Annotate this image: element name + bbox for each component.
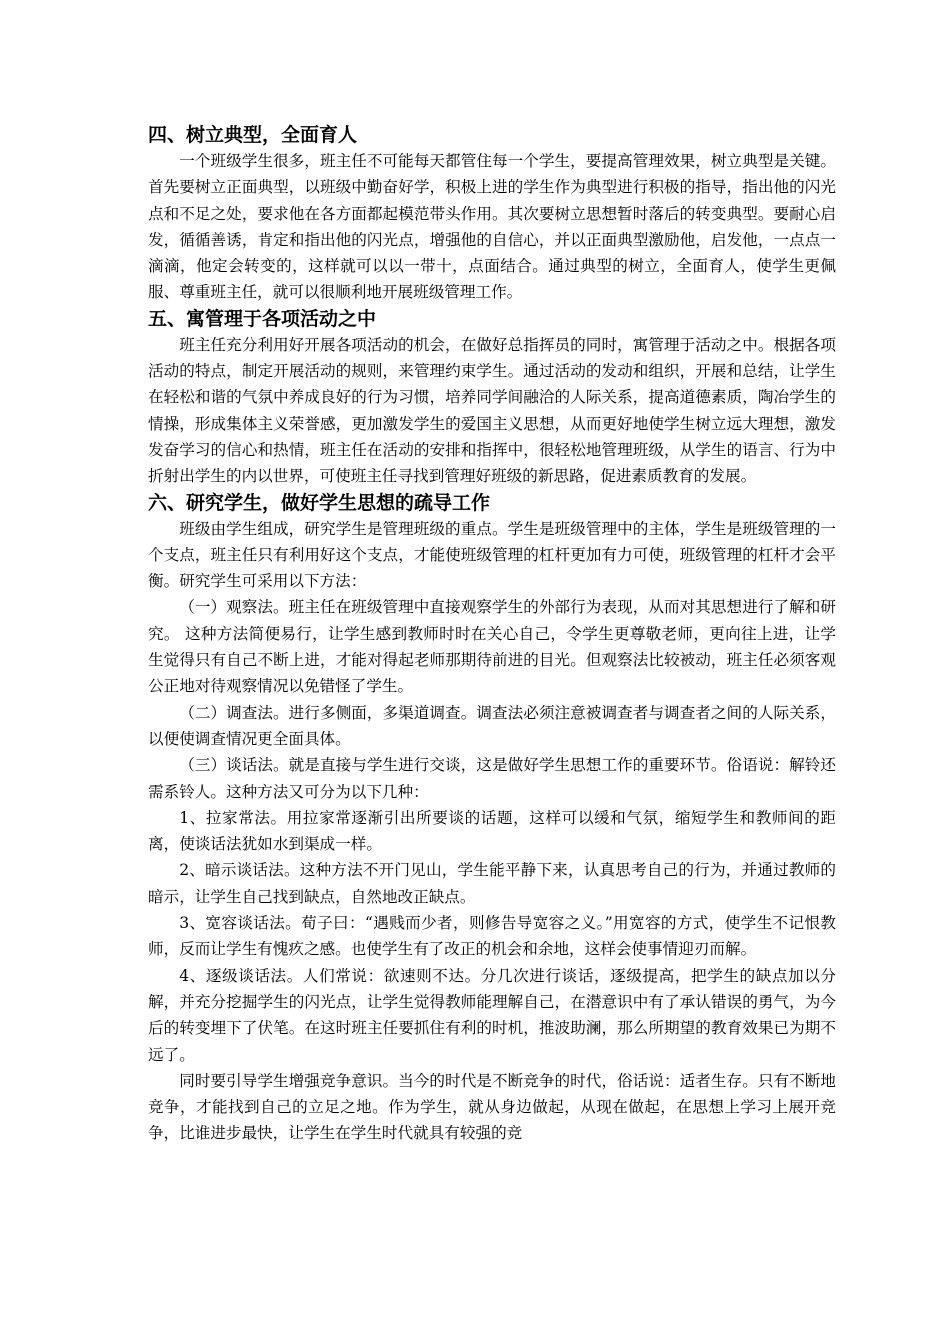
section-6-paragraph-competition: 同时要引导学生增强竞争意识。当今的时代是不断竞争的时代，俗话说：适者生存。只有不断地竞争，才能找到自己的立足之地。作为学生，就从身边做起，从现在做起，在思想上学习上展开竞争，比谁进步最快，让学生在学生时代就具有较强的竞 [148, 1071, 836, 1143]
section-6-paragraph-conversation: （三）谈话法。就是直接与学生进行交谈，这是做好学生思想工作的重要环节。俗语说：解铃还需系铃人。这种方法又可分为以下几种： [148, 756, 836, 801]
section-6-paragraph-survey: （二）调查法。进行多侧面，多渠道调查。调查法必须注意被调查者与调查者之间的人际关系，以便使调查情况更全面具体。 [148, 703, 836, 748]
document-page [148, 122, 836, 1147]
section-6-paragraph-observation: （一）观察法。班主任在班级管理中直接观察学生的外部行为表现，从而对其思想进行了解和研究。 这种方法简便易行，让学生感到教师时时在关心自己，令学生更尊敬老师，更向往上进，让学生觉得只有自己不断上进，才能对得起老师那期待前进的目光。但观察法比较被动，班主任必须客观公正地对待观察情况以免错怪了学生。 [148, 598, 836, 696]
section-6-paragraph-method-3: 3、宽容谈话法。荀子曰：“遇贱而少者，则修告导宽容之义。”用宽容的方式，使学生不记恨教师，反而让学生有愧疚之感。也使学生有了改正的机会和余地，这样会使事情迎刃而解。 [148, 914, 836, 959]
section-6-paragraph-method-2: 2、暗示谈话法。这种方法不开门见山，学生能平静下来，认真思考自己的行为，并通过教师的暗示，让学生自己找到缺点，自然地改正缺点。 [148, 861, 836, 906]
section-6-paragraph-intro: 班级由学生组成，研究学生是管理班级的重点。学生是班级管理中的主体，学生是班级管理的一个支点，班主任只有利用好这个支点，才能使班级管理的杠杆更加有力可使，班级管理的杠杆才会平衡。研究学生可采用以下方法： [148, 519, 836, 591]
section-heading-4: 四、树立典型，全面育人 [148, 124, 358, 146]
section-5-paragraph-1: 班主任充分利用好开展各项活动的机会，在做好总指挥员的同时，寓管理于活动之中。根据各项活动的特点，制定开展活动的规则，来管理约束学生。通过活动的发动和组织，开展和总结，让学生在轻松和谐的气氛中养成良好的行为习惯，培养同学间融洽的人际关系，提高道德素质，陶冶学生的情操，形成集体主义荣誉感，更加激发学生的爱国主义思想，从而更好地使学生树立远大理想，激发发奋学习的信心和热情，班主任在活动的安排和指挥中，很轻松地管理班级，从学生的语言、行为中折射出学生的内以世界，可使班主任寻找到管理好班级的新思路，促进素质教育的发展。 [148, 335, 836, 486]
section-6-paragraph-method-1: 1、拉家常法。用拉家常逐渐引出所要谈的话题，这样可以缓和气氛，缩短学生和教师间的距离，使谈话法犹如水到渠成一样。 [148, 808, 836, 854]
section-6-paragraph-method-4: 4、逐级谈话法。人们常说：欲速则不达。分几次进行谈话，逐级提高，把学生的缺点加以分解，并充分挖掘学生的闪光点，让学生觉得教师能理解自己，在潜意识中有了承认错误的勇气，为今后的转变埋下了伏笔。在这时班主任要抓住有利的时机，推波助澜，那么所期望的教育效果已为期不远了。 [148, 966, 836, 1064]
section-heading-5: 五、寓管理于各项活动之中 [148, 307, 377, 330]
section-4-paragraph-1: 一个班级学生很多，班主任不可能每天都管住每一个学生，要提高管理效果，树立典型是关键。首先要树立正面典型，以班级中勤奋好学，积极上进的学生作为典型进行积极的指导，指出他的闪光点和不足之处，要求他在各方面都起模范带头作用。其次要树立思想暂时落后的转变典型。要耐心启发，循循善诱，肯定和指出他的闪光点，增强他的自信心，并以正面典型激励他，启发他，一点点一滴滴，他定会转变的，这样就可以以一带十，点面结合。通过典型的树立，全面育人，使学生更佩服、尊重班主任，就可以很顺利地开展班级管理工作。 [148, 152, 836, 302]
section-heading-6: 六、研究学生，做好学生思想的疏导工作 [148, 491, 491, 514]
